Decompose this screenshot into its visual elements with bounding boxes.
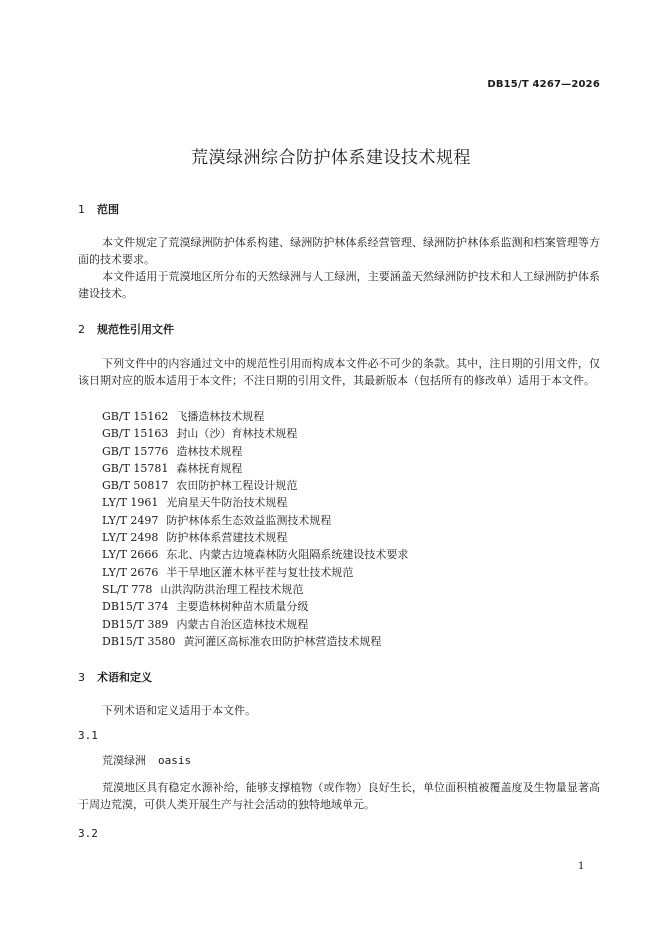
section-heading-normative <box>78 321 174 337</box>
reference-title: 农田防护林工程设计规范 <box>176 479 298 493</box>
reference-title: 山洪沟防洪治理工程技术规范 <box>160 582 304 596</box>
document-title: 荒漠绿洲综合防护体系建设技术规程 <box>191 148 471 168</box>
reference-item <box>102 443 408 460</box>
reference-code: LY/T 2676 <box>102 565 159 579</box>
reference-code: LY/T 1961 <box>102 496 159 510</box>
reference-item <box>102 564 408 581</box>
reference-title: 森林抚育规程 <box>176 461 243 475</box>
reference-code: GB/T 15776 <box>102 444 169 458</box>
reference-code: DB15/T 374 <box>102 600 169 614</box>
reference-title: 防护林体系生态效益监测技术规程 <box>166 513 332 527</box>
term-name <box>102 752 191 768</box>
terms-intro: 下列术语和定义适用于本文件。 <box>102 704 256 717</box>
reference-item <box>102 546 408 563</box>
section-number: 3 <box>78 671 85 684</box>
section-number: 2 <box>78 323 85 336</box>
term-name-cn: 荒漠绿洲 <box>102 754 146 767</box>
reference-code: LY/T 2666 <box>102 548 159 562</box>
section-heading-scope <box>78 201 119 217</box>
reference-code: DB15/T 3580 <box>102 634 176 648</box>
reference-code: GB/T 15163 <box>102 427 169 441</box>
standard-code: DB15/T 4267—2026 <box>487 79 600 90</box>
reference-code: LY/T 2498 <box>102 531 159 545</box>
reference-item <box>102 408 408 425</box>
section-heading-terms <box>78 669 152 685</box>
term-definition: 荒漠地区具有稳定水源补给，能够支撑植物（或作物）良好生长，单位面积植被覆盖度及生物量显著高于周边荒漠，可供人类开展生产与社会活动的独特地域单元。 <box>78 781 600 811</box>
normative-intro: 下列文件中的内容通过文中的规范性引用而构成本文件必不可少的条款。其中，注日期的引用文件，仅该日期对应的版本适用于本文件；不注日期的引用文件，其最新版本（包括所有的修改单）适用于本文件。 <box>78 357 600 387</box>
term-name-en: oasis <box>158 754 192 767</box>
section-title: 规范性引用文件 <box>97 323 174 336</box>
reference-item <box>102 529 408 546</box>
reference-title: 黄河灌区高标准农田防护林营造技术规程 <box>183 634 382 648</box>
reference-code: LY/T 2497 <box>102 513 159 527</box>
reference-title: 飞播造林技术规程 <box>176 410 265 423</box>
reference-item <box>102 477 408 494</box>
reference-item <box>102 616 408 633</box>
reference-code: GB/T 50817 <box>102 479 169 493</box>
term-number: 3.1 <box>78 729 98 742</box>
reference-code: GB/T 15781 <box>102 461 169 475</box>
page-number: 1 <box>578 861 585 872</box>
reference-title: 内蒙古自治区造林技术规程 <box>176 617 309 631</box>
reference-item <box>102 581 408 598</box>
term-number: 3.2 <box>78 827 98 840</box>
reference-item <box>102 460 408 477</box>
reference-title: 东北、内蒙古边境森林防火阻隔系统建设技术要求 <box>166 548 409 562</box>
section-title: 范围 <box>97 203 119 216</box>
scope-paragraph-2: 本文件适用于荒漠地区所分布的天然绿洲与人工绿洲，主要涵盖天然绿洲防护技术和人工绿洲防护体系建设技术。 <box>78 270 600 300</box>
reference-item <box>102 425 408 442</box>
reference-item <box>102 512 408 529</box>
reference-item <box>102 633 408 650</box>
reference-list <box>102 408 408 650</box>
reference-title: 半干旱地区灌木林平茬与复壮技术规范 <box>166 565 354 579</box>
reference-code: GB/T 15162 <box>102 410 169 423</box>
reference-code: SL/T 778 <box>102 582 153 596</box>
reference-title: 主要造林树种苗木质量分级 <box>176 600 309 614</box>
section-title: 术语和定义 <box>97 671 152 684</box>
reference-title: 防护林体系营建技术规程 <box>166 531 288 545</box>
section-number: 1 <box>78 203 85 216</box>
reference-title: 封山（沙）育林技术规程 <box>176 427 298 441</box>
reference-code: DB15/T 389 <box>102 617 169 631</box>
scope-paragraph-1: 本文件规定了荒漠绿洲防护体系构建、绿洲防护林体系经营管理、绿洲防护林体系监测和档案管理等方面的技术要求。 <box>78 236 600 266</box>
reference-title: 造林技术规程 <box>176 444 243 458</box>
reference-item <box>102 494 408 511</box>
reference-title: 光肩星天牛防治技术规程 <box>166 496 288 510</box>
reference-item <box>102 598 408 615</box>
